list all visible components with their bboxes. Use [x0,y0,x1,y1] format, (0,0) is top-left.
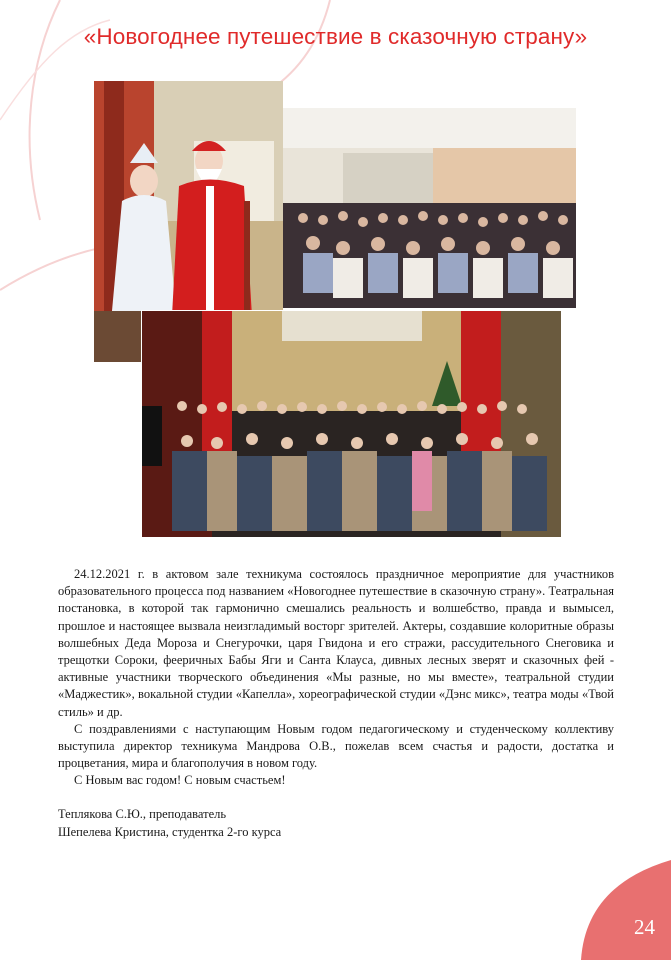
page-number: 24 [634,915,655,939]
author-line: Шепелева Кристина, студентка 2-го курса [58,825,282,839]
page-corner-accent [581,860,671,960]
article-paragraph: 24.12.2021 г. в актовом зале техникума состоялось праздничное мероприятие для участников образовательного процесса под названием «Новогоднее путешествие в сказочную страну». Театральная постановка, в которой так гармонично смешались реальность и волшебство, правда и вымысел, прошлое и настоящее вызвала неизгладимый восторг зрителей. Актеры, создавшие колоритные образы волшебных Деда Мороза и Снегурочки, царя Гвидона и его стражи, рассудительного Снеговика и трещотки Сороки, фееричных Бабы Яги и Санта Клауса, дивных лесных зверят и сказочных фей - активные участники творческого объединения «Мы разные, но мы вместе», театральной студии «Маджестик», вокальной студии «Капелла», хореографической студии «Дэнс микс», театра моды «Твой стиль» и др. [58,567,614,719]
author-line: Теплякова С.Ю., преподаватель [58,807,227,821]
photo-group-on-stage [141,310,562,538]
author-signature [58,805,281,841]
article-paragraph: С поздравлениями с наступающим Новым годом педагогическому и студенческому коллективу выступила директор техникума Мандрова О.В., пожелав всем счастья и радости, достатка и процветания, мира и благополучия в новом году. [58,721,614,771]
photo-audience-hall [283,108,576,308]
article-paragraph: С Новым вас годом! С новым счастьем! [74,773,286,788]
article-body [58,566,614,790]
page-title: «Новогоднее путешествие в сказочную страну» [83,24,588,49]
